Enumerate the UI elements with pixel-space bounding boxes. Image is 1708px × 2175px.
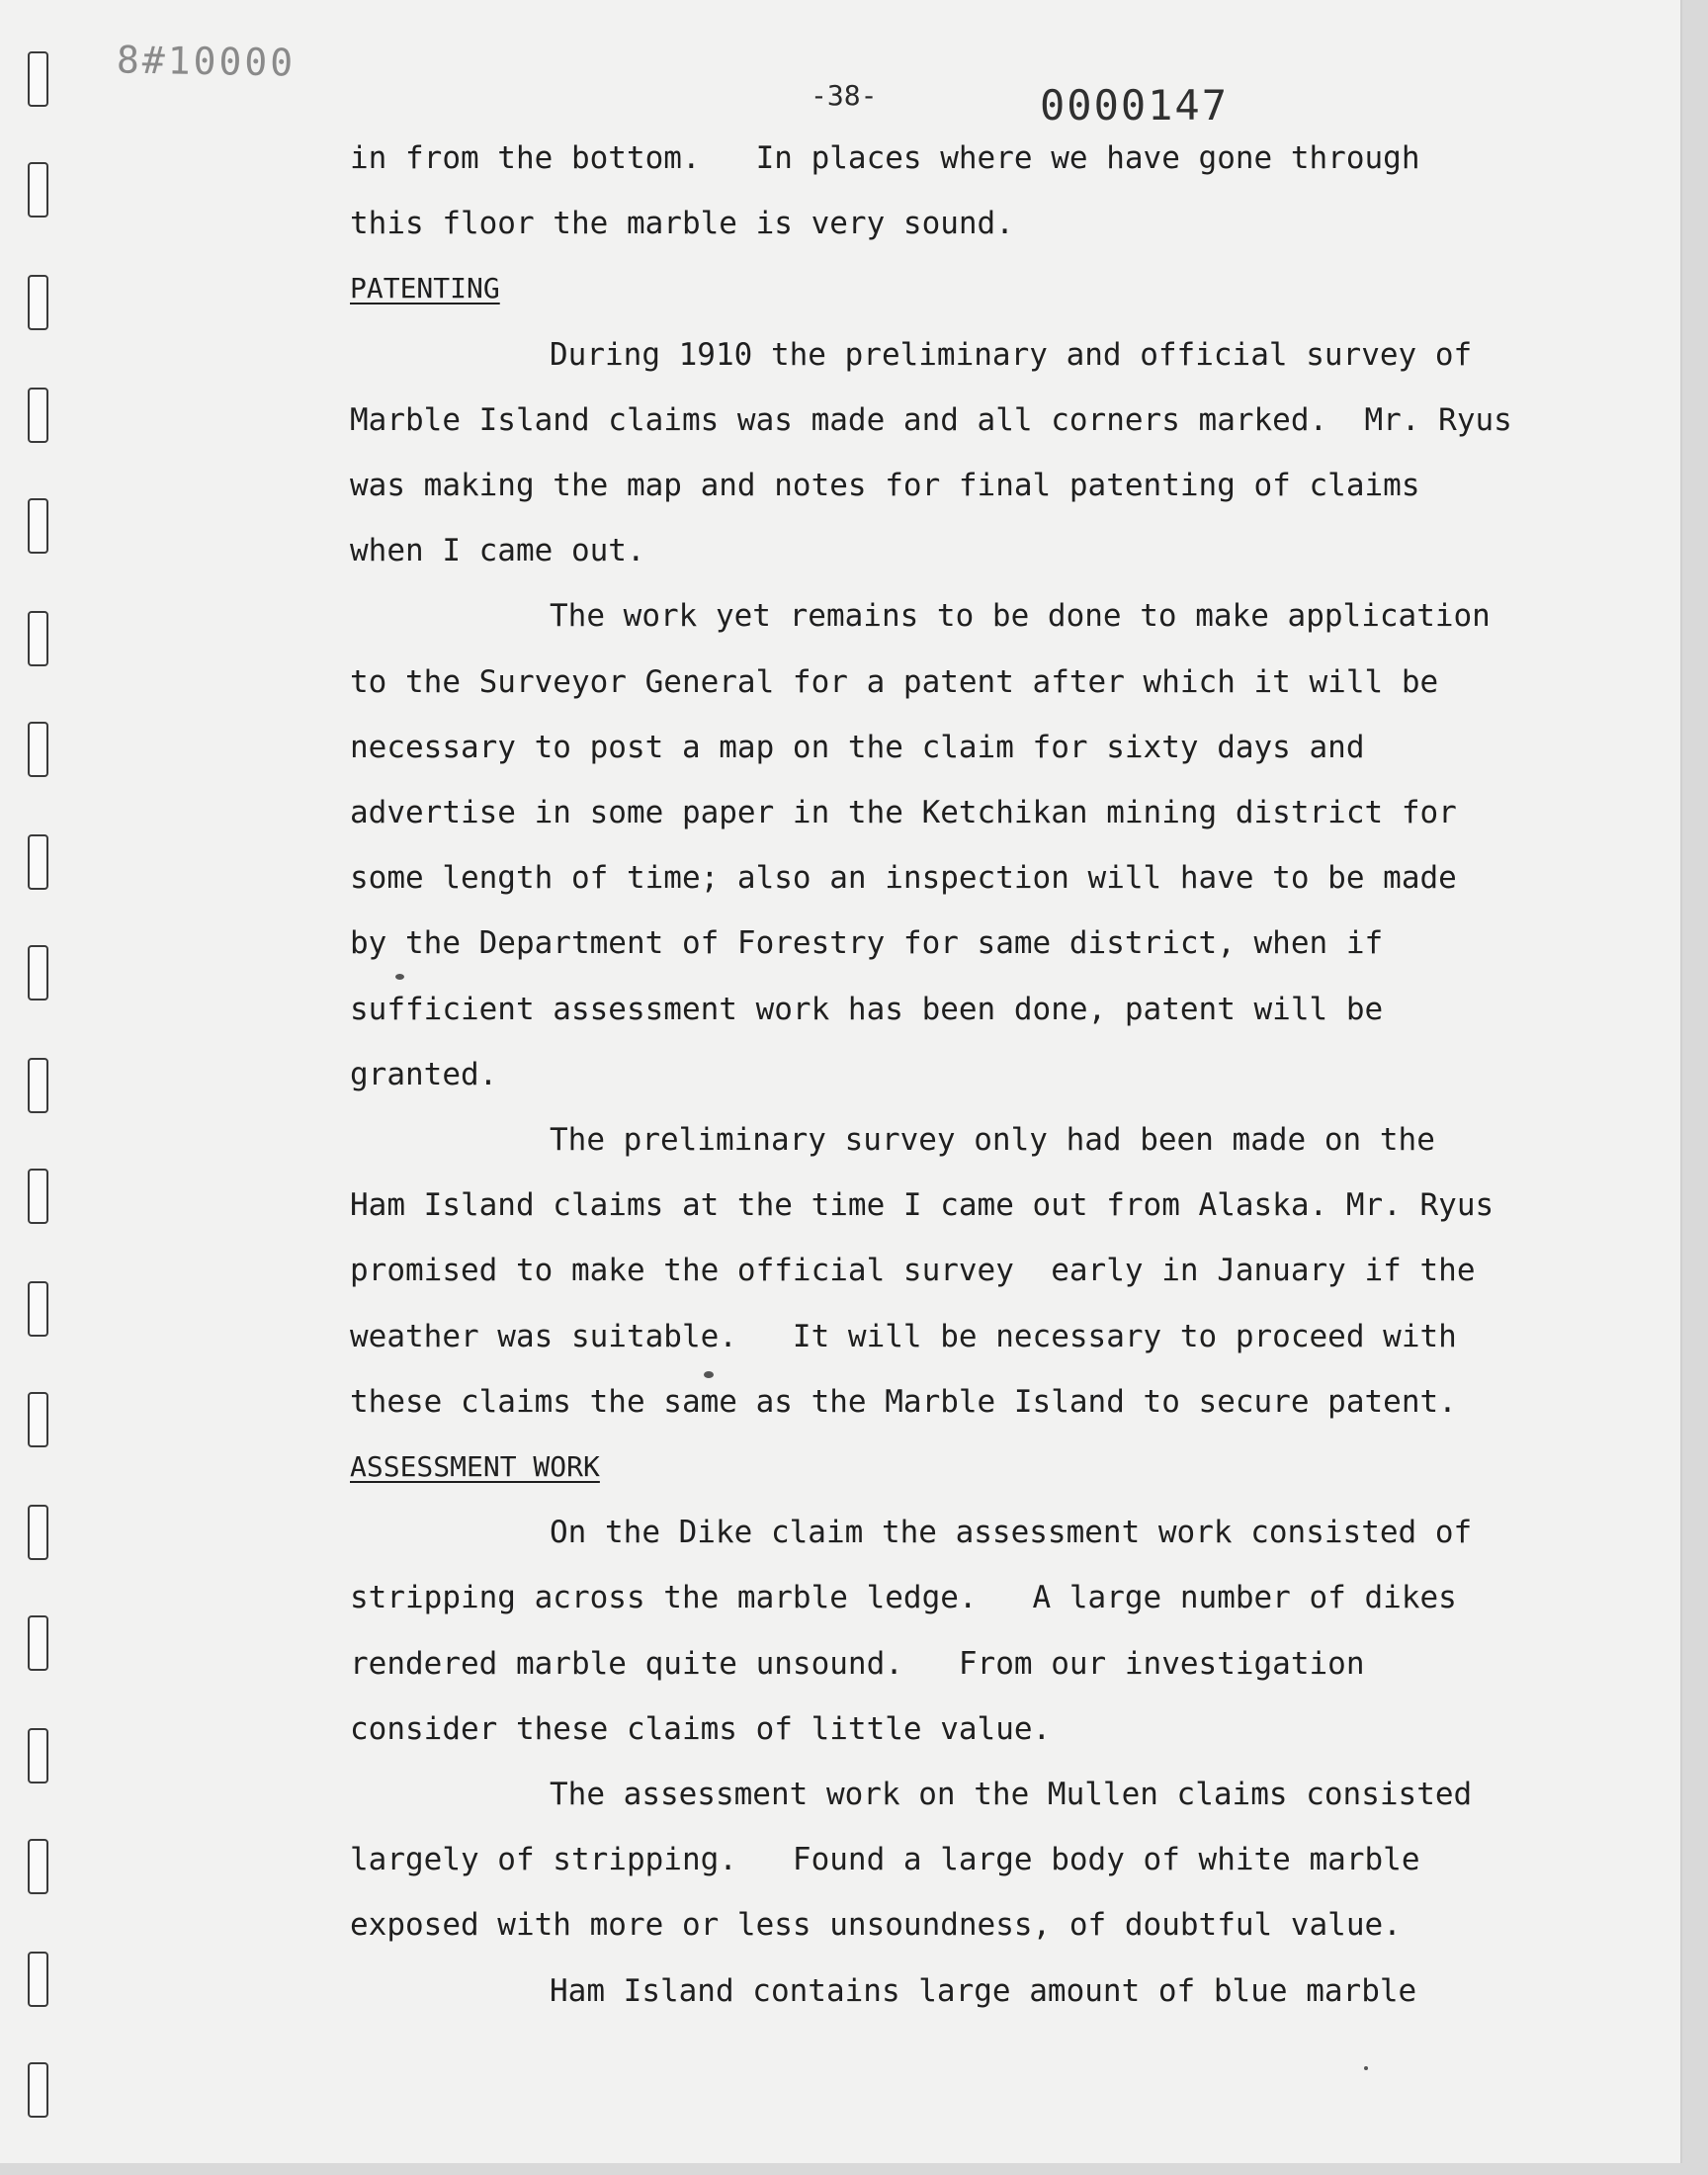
punch-hole [28,2062,48,2118]
ink-speck [704,1371,714,1378]
archive-stamp-number: 8#10000 [116,38,297,85]
punch-hole [28,162,48,218]
punch-hole [28,611,48,666]
text-line: some length of time; also an inspection will have to be made [350,860,1457,897]
punch-hole [28,945,48,1000]
text-line: Ham Island claims at the time I came out from Alaska. Mr. Ryus [350,1187,1494,1224]
document-number: 0000147 [1040,81,1230,130]
text-line: promised to make the official survey early in January if the [350,1253,1476,1289]
text-line: these claims the same as the Marble Island to secure patent. [350,1383,1457,1420]
text-line: exposed with more or less unsoundness, of doubtful value. [350,1907,1402,1944]
text-line: granted. [350,1056,498,1092]
text-line: stripping across the marble ledge. A large number of dikes [350,1580,1457,1616]
text-line: Ham Island contains large amount of blue marble [550,1972,1417,2009]
text-line: The preliminary survey only had been made on the [550,1122,1435,1158]
section-heading: PATENTING [350,272,500,305]
text-line: largely of stripping. Found a large body of white marble [350,1842,1420,1878]
punch-hole [28,498,48,554]
punch-hole [28,275,48,330]
section-heading: ASSESSMENT WORK [350,1450,600,1483]
text-line: weather was suitable. It will be necessary to proceed with [350,1318,1457,1354]
punch-hole [28,1615,48,1671]
ink-speck [395,974,404,980]
text-line: necessary to post a map on the claim for sixty days and [350,729,1365,765]
text-line: in from the bottom. In places where we have gone through [350,140,1420,176]
text-line: The work yet remains to be done to make application [550,598,1491,635]
punch-hole-strip [22,51,53,2128]
punch-hole [28,1839,48,1894]
text-line: The assessment work on the Mullen claims consisted [550,1777,1473,1812]
punch-hole [28,1392,48,1447]
text-line: by the Department of Forestry for same district, when if [350,925,1384,962]
ink-speck [1364,2066,1368,2070]
text-line: advertise in some paper in the Ketchikan mining district for [350,795,1457,830]
text-line: rendered marble quite unsound. From our investigation [350,1645,1365,1682]
punch-hole [28,834,48,890]
text-line: sufficient assessment work has been done, patent will be [350,991,1384,1027]
text-line: was making the map and notes for final patenting of claims [350,468,1420,503]
punch-hole [28,1169,48,1224]
page-number: -38- [811,79,878,112]
text-line: to the Surveyor General for a patent after which it will be [350,663,1439,700]
punch-hole [28,51,48,107]
punch-hole [28,722,48,777]
punch-hole [28,388,48,443]
punch-hole [28,1728,48,1784]
text-line: Marble Island claims was made and all corners marked. Mr. Ryus [350,401,1512,438]
punch-hole [28,1058,48,1113]
text-line: when I came out. [350,533,645,569]
text-line: On the Dike claim the assessment work consisted of [550,1515,1473,1551]
punch-hole [28,1281,48,1337]
punch-hole [28,1952,48,2007]
text-line: During 1910 the preliminary and official survey of [550,336,1473,373]
text-line: this floor the marble is very sound. [350,206,1014,242]
text-line: consider these claims of little value. [350,1710,1052,1747]
punch-hole [28,1505,48,1560]
